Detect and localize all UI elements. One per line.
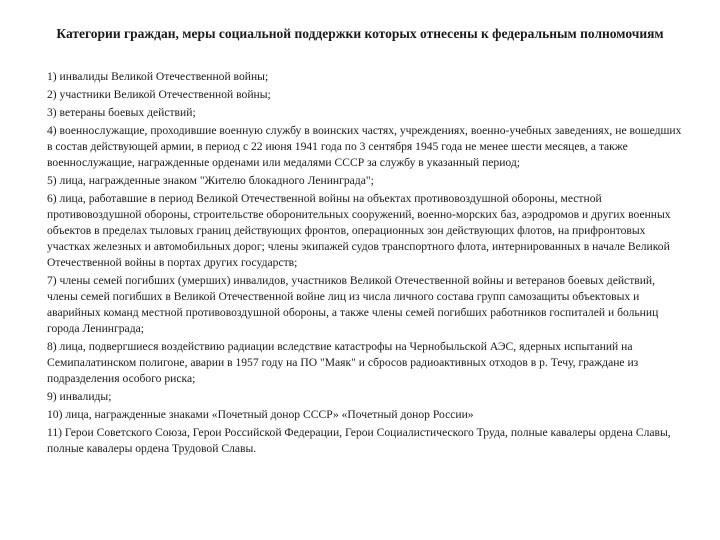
list-item: 5) лица, награжденные знаком "Жителю блокадного Ленинграда"; (47, 174, 374, 188)
list-item: 6) лица, работавшие в период Великой Отечественной войны на объектах противовоздушной обороны, местной противовоздушной обороны, строительстве оборонительных сооружений, военно-морских баз, аэродромов и других военных объектов в пределах тыловых границ действующих фронтов, операционных зон действующих флотов, на прифронтовых участках железных и автомобильных дорог; члены экипажей судов транспортного флота, интернированных в начале Великой Отечественной войны в портах других государств; (47, 192, 671, 269)
category-list (47, 69, 687, 459)
list-item: 7) члены семей погибших (умерших) инвалидов, участников Великой Отечественной войны и ветеранов боевых действий, члены семей погибших в Великой Отечественной войне лиц из числа личного состава групп самозащиты объектовых и аварийных команд местной противовоздушной обороны, а также члены семей погибших работников госпиталей и больниц города Ленинграда; (47, 274, 659, 335)
list-item: 11) Герои Советского Союза, Герои Российской Федерации, Герои Социалистического Труда, полные кавалеры ордена Славы, полные кавалеры ордена Трудовой Славы. (47, 425, 671, 455)
list-item: 3) ветераны боевых действий; (47, 106, 196, 120)
slide-title: Категории граждан, меры социальной поддержки которых отнесены к федеральным полномочиям (56, 26, 664, 41)
list-item: 10) лица, награжденные знаками «Почетный донор СССР» «Почетный донор России» (47, 407, 474, 421)
list-item: 8) лица, подвергшиеся воздействию радиации вследствие катастрофы на Чернобыльской АЭС, ядерных испытаний на Семипалатинском полигоне, аварии в 1957 году на ПО "Маяк" и сбросов радиоактивных отходов в р. Течу, граждане из подразделения особого риска; (47, 339, 639, 385)
list-item: 9) инвалиды; (47, 389, 112, 403)
list-item: 4) военнослужащие, проходившие военную службу в воинских частях, учреждениях, военно-учебных заведениях, не вошедших в состав действующей армии, в период с 22 июня 1941 года по 3 сентября 1945 года не менее шести месяцев, а также военнослужащие, награжденные орденами или медалями СССР за службу в указанный период; (47, 124, 682, 170)
list-item: 2) участники Великой Отечественной войны; (47, 88, 271, 102)
list-item: 1) инвалиды Великой Отечественной войны; (47, 70, 269, 83)
